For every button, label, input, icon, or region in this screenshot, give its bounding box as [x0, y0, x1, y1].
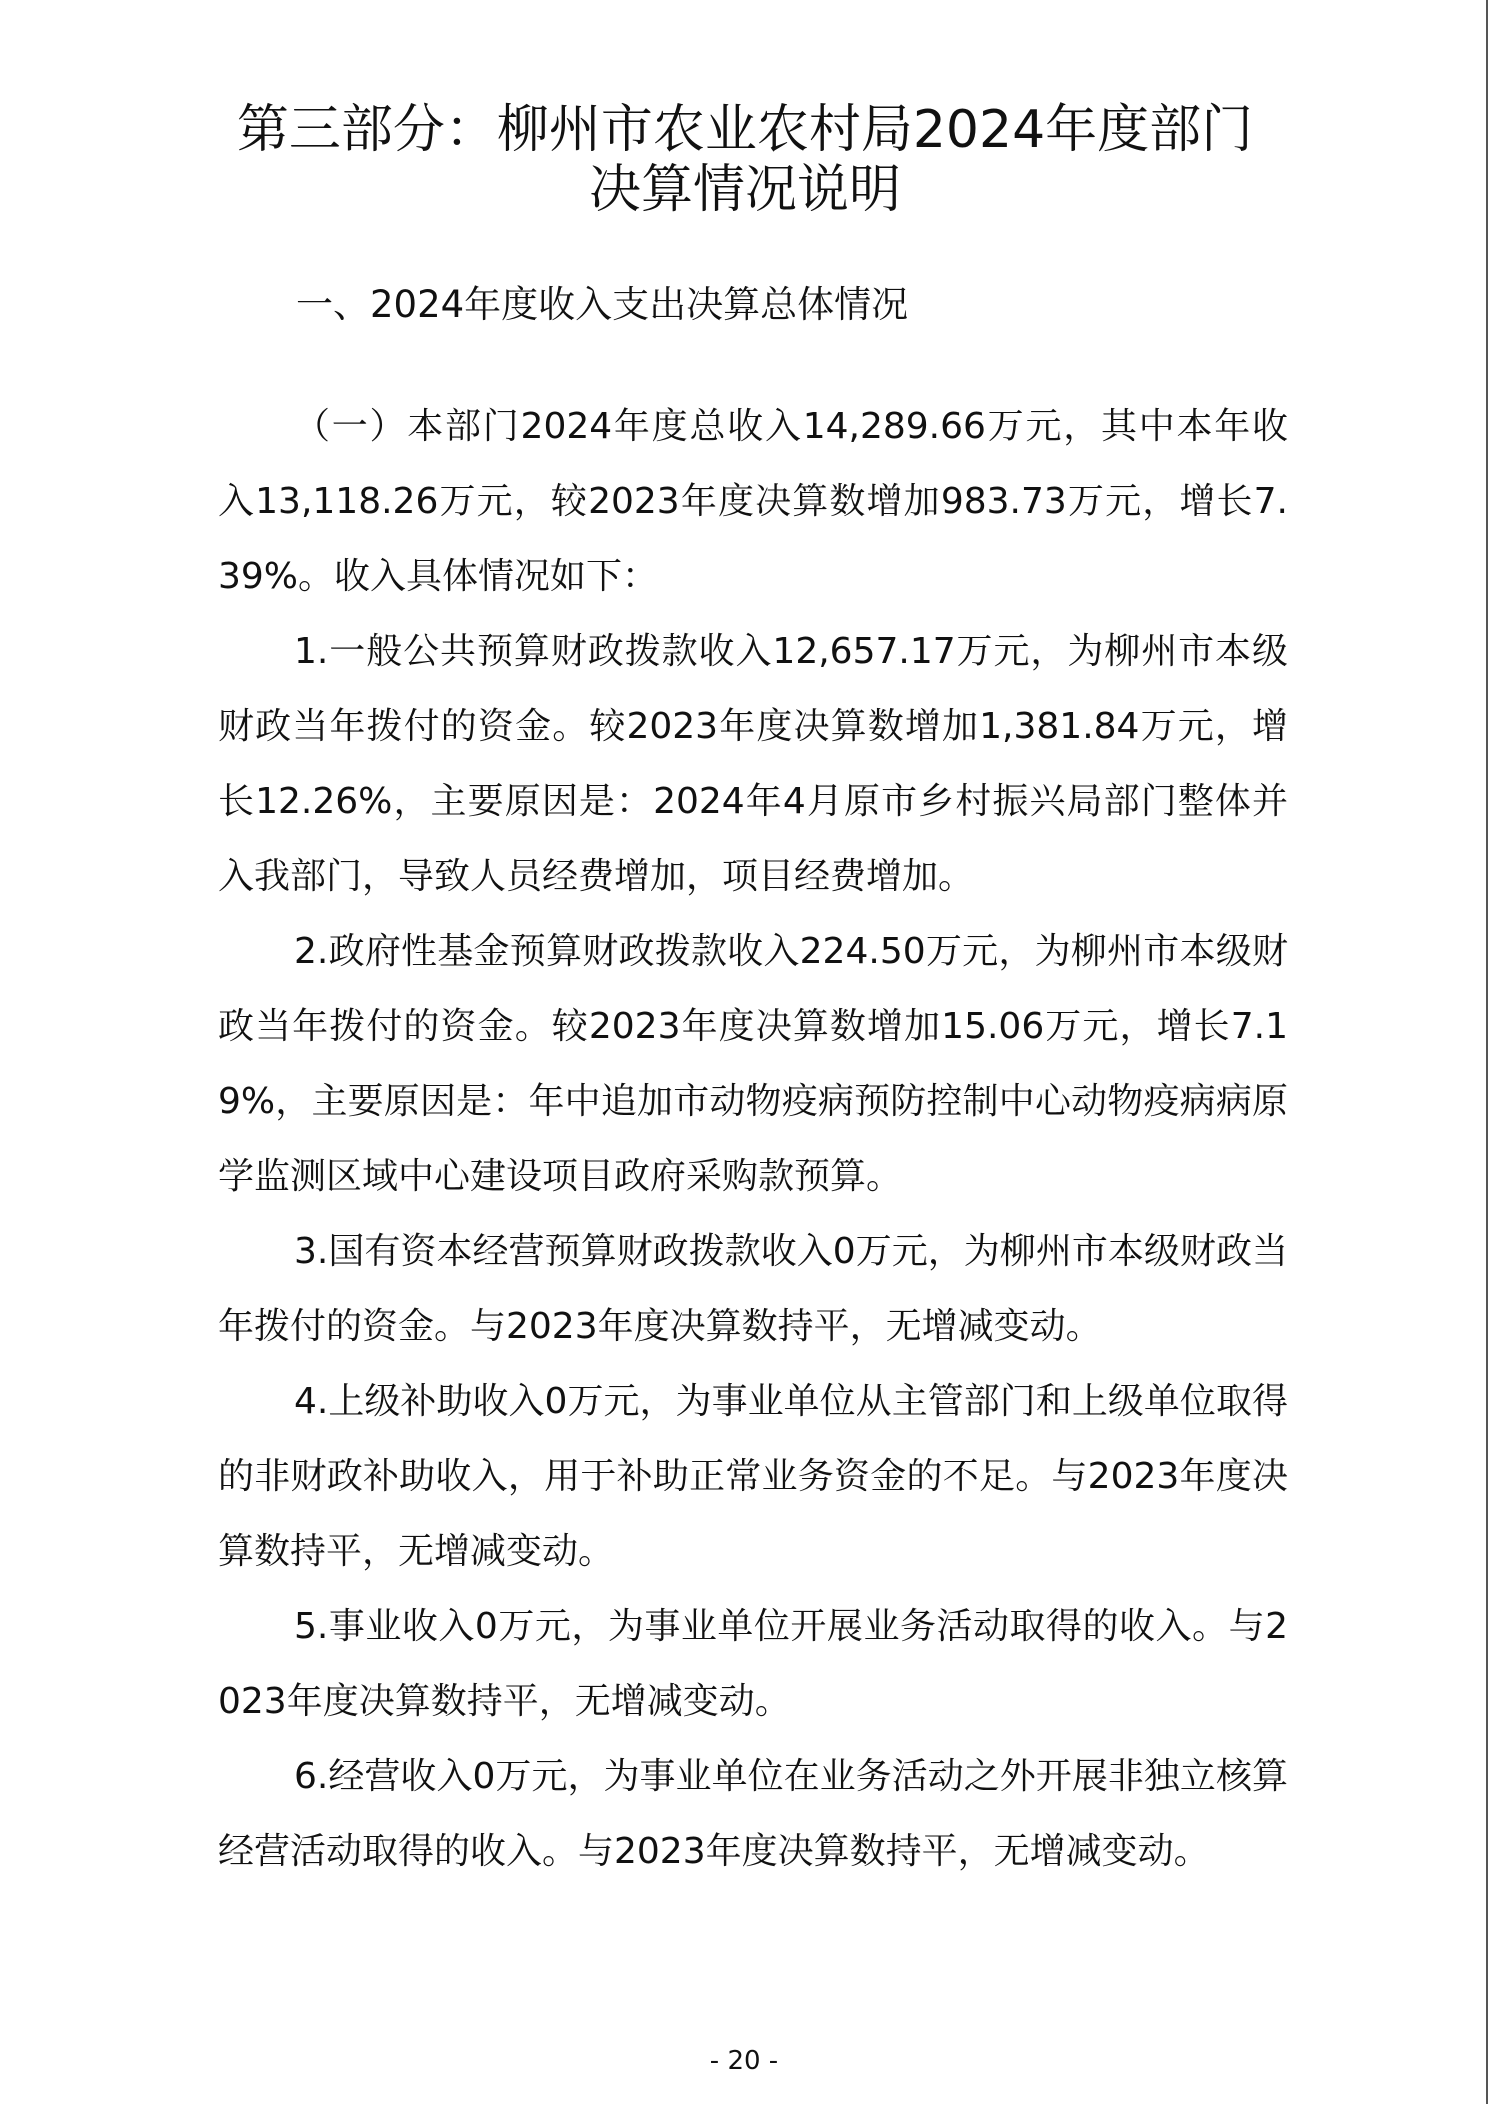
document-body — [218, 389, 1288, 1889]
page-number: - 20 - — [709, 2046, 779, 2076]
paragraph-state-capital: 3.国有资本经营预算财政拨款收入0万元，为柳州市本级财政当年拨付的资金。与2023年度决算数持平，无增减变动。 — [218, 1231, 1288, 1347]
paragraph-total-income: （一）本部门2024年度总收入14,289.66万元，其中本年收入13,118.26万元，较2023年度决算数增加983.73万元，增长7.39%。收入具体情况如下： — [218, 406, 1288, 597]
paragraph-general-budget: 1.一般公共预算财政拨款收入12,657.17万元，为柳州市本级财政当年拨付的资金。较2023年度决算数增加1,381.84万元，增长12.26%，主要原因是：2024年4月原市乡村振兴局部门整体并入我部门，导致人员经费增加，项目经费增加。 — [218, 631, 1288, 897]
paragraph-fund-budget: 2.政府性基金预算财政拨款收入224.50万元，为柳州市本级财政当年拨付的资金。较2023年度决算数增加15.06万元，增长7.19%，主要原因是：年中追加市动物疫病预防控制中心动物疫病病原学监测区域中心建设项目政府采购款预算。 — [218, 931, 1288, 1197]
title-line-2: 决算情况说明 — [588, 160, 901, 220]
paragraph-superior-subsidy: 4.上级补助收入0万元，为事业单位从主管部门和上级单位取得的非财政补助收入，用于补助正常业务资金的不足。与2023年度决算数持平，无增减变动。 — [218, 1381, 1288, 1572]
section-heading: 一、2024年度收入支出决算总体情况 — [296, 283, 909, 326]
paragraph-business-income: 5.事业收入0万元，为事业单位开展业务活动取得的收入。与2023年度决算数持平，无增减变动。 — [218, 1606, 1288, 1722]
paragraph-operating-income: 6.经营收入0万元，为事业单位在业务活动之外开展非独立核算经营活动取得的收入。与2023年度决算数持平，无增减变动。 — [218, 1756, 1288, 1872]
title-line-1: 第三部分：柳州市农业农村局2024年度部门 — [236, 100, 1254, 160]
document-title — [180, 100, 1310, 220]
